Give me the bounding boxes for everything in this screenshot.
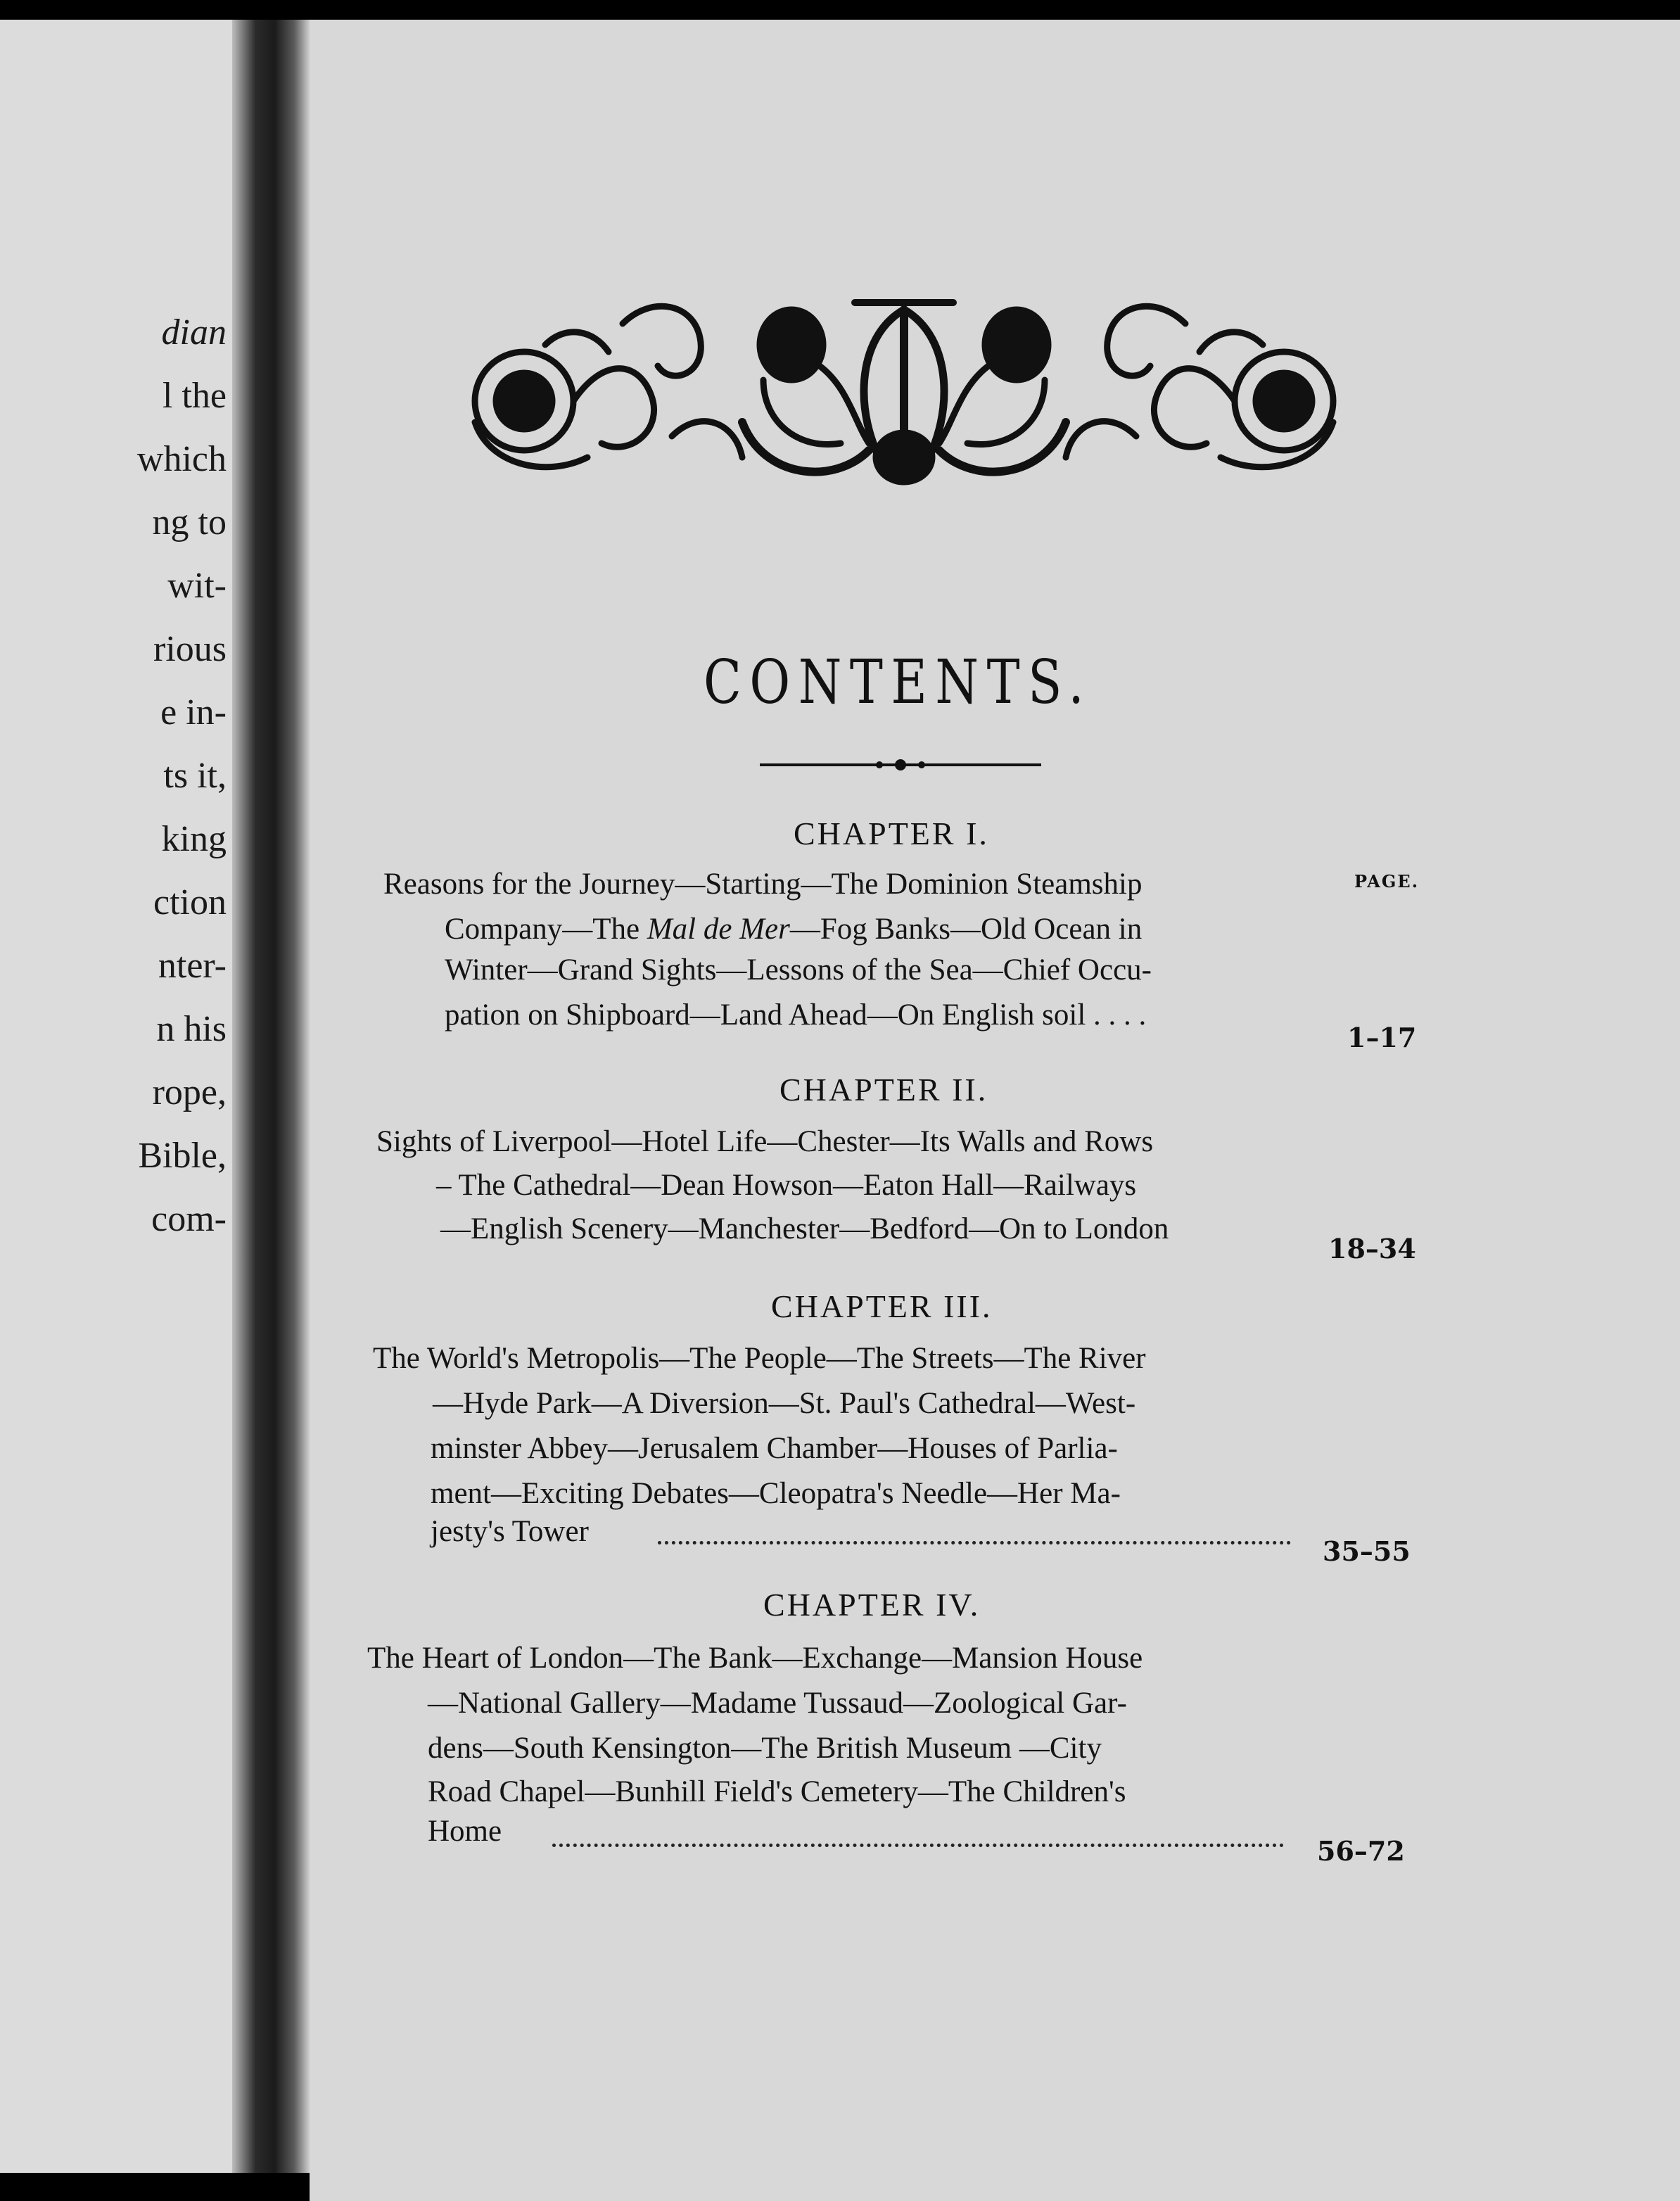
dot-leader bbox=[658, 1541, 1291, 1544]
page-column-label: PAGE. bbox=[1354, 871, 1420, 892]
left-text-line: dian bbox=[161, 312, 227, 353]
toc-text: —Fog Banks—Old Ocean in bbox=[789, 913, 1143, 946]
page-range: 35–55 bbox=[1323, 1535, 1411, 1567]
dot-leader bbox=[552, 1844, 1284, 1847]
left-text-line: ts it, bbox=[163, 756, 227, 796]
left-text-line: wit- bbox=[167, 566, 227, 606]
left-text-line: ng to bbox=[152, 502, 227, 543]
toc-line: – The Cathedral—Dean Howson—Eaton Hall—Railways bbox=[436, 1169, 1137, 1202]
toc-line: Road Chapel—Bunhill Field's Cemetery—The Children's bbox=[428, 1775, 1126, 1808]
chapter-heading: CHAPTER III. bbox=[771, 1288, 993, 1324]
toc-line: —English Scenery—Manchester—Bedford—On to London bbox=[440, 1212, 1169, 1245]
toc-line: ment—Exciting Debates—Cleopatra's Needle—Her Ma- bbox=[431, 1477, 1121, 1510]
book-gutter bbox=[232, 20, 310, 2173]
left-text-line: com- bbox=[151, 1199, 227, 1239]
toc-line: Reasons for the Journey—Starting—The Dominion Steamship bbox=[383, 868, 1143, 901]
left-text-line: which bbox=[136, 439, 227, 479]
ornament-headpiece-icon bbox=[461, 281, 1347, 493]
chapter-heading: CHAPTER I. bbox=[794, 816, 989, 851]
left-text-line: n his bbox=[156, 1009, 227, 1049]
left-text-line: rious bbox=[153, 629, 227, 669]
toc-line: Sights of Liverpool—Hotel Life—Chester—Its Walls and Rows bbox=[376, 1125, 1154, 1158]
left-text-line: nter- bbox=[158, 946, 227, 986]
toc-line bbox=[445, 912, 1142, 946]
toc-line: The Heart of London—The Bank—Exchange—Mansion House bbox=[367, 1642, 1143, 1675]
chapter-heading: CHAPTER II. bbox=[779, 1072, 988, 1108]
page-title: CONTENTS. bbox=[704, 647, 1093, 718]
decorative-rule-icon bbox=[760, 754, 1041, 775]
toc-line: minster Abbey—Jerusalem Chamber—Houses of Parlia- bbox=[431, 1432, 1118, 1465]
left-text-line: Bible, bbox=[138, 1136, 227, 1176]
toc-text: Company—The bbox=[445, 913, 647, 946]
toc-line: —Hyde Park—A Diversion—St. Paul's Cathedral—West- bbox=[433, 1387, 1136, 1420]
left-text-line: l the bbox=[163, 376, 227, 416]
page-range: 1–17 bbox=[1347, 1022, 1417, 1053]
toc-line: —National Gallery—Madame Tussaud—Zoological Gar- bbox=[428, 1687, 1127, 1720]
left-text-line: rope, bbox=[152, 1072, 227, 1112]
left-text-line: king bbox=[161, 819, 227, 859]
chapter-heading: CHAPTER IV. bbox=[763, 1587, 981, 1623]
toc-line: Home bbox=[428, 1815, 502, 1848]
left-text-line: e in- bbox=[160, 692, 227, 732]
toc-line: dens—South Kensington—The British Museum —City bbox=[428, 1732, 1102, 1765]
page-range: 56–72 bbox=[1317, 1835, 1405, 1867]
toc-line: jesty's Tower bbox=[431, 1515, 589, 1548]
toc-line: Winter—Grand Sights—Lessons of the Sea—Chief Occu- bbox=[445, 953, 1152, 987]
page-range: 18–34 bbox=[1328, 1233, 1416, 1264]
left-text-line: ction bbox=[153, 882, 227, 922]
left-page-fragment bbox=[0, 20, 232, 2173]
toc-line: pation on Shipboard—Land Ahead—On English soil . . . . bbox=[445, 998, 1147, 1032]
toc-line: The World's Metropolis—The People—The Streets—The River bbox=[373, 1342, 1146, 1375]
toc-italic-phrase: Mal de Mer bbox=[647, 913, 790, 946]
